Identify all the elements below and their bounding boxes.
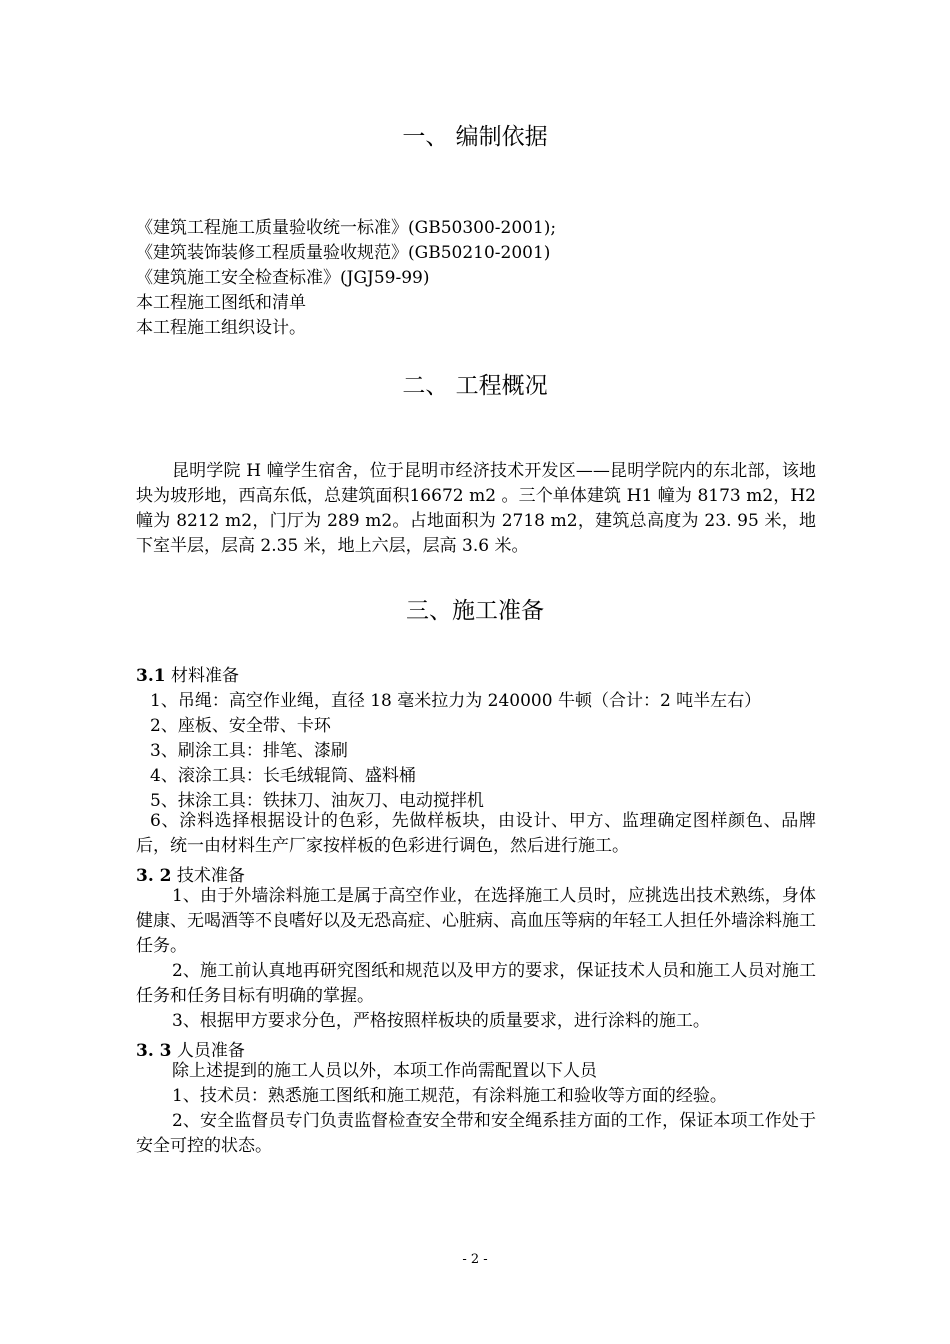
subsection-number: 3.1 [136,666,166,686]
subsection-3-2-heading [136,861,245,886]
page-number: - 2 - [462,1252,488,1267]
section-3-title: 三、施工准备 [406,598,544,624]
material-item: 1、吊绳：高空作业绳，直径 18 毫米拉力为 240000 牛顿（合计：2 吨半左右） [150,691,762,711]
subsection-3-1-heading [136,661,239,686]
personnel-prep-paragraph: 1、技术员：熟悉施工图纸和施工规范，有涂料施工和验收等方面的经验。 [172,1086,727,1106]
reference-item: 本工程施工组织设计。 [136,318,306,338]
subsection-3-3-heading [136,1036,245,1061]
subsection-label: 技术准备 [171,866,245,886]
reference-item: 本工程施工图纸和清单 [136,293,306,313]
personnel-prep-paragraph: 除上述提到的施工人员以外，本项工作尚需配置以下人员 [172,1061,597,1081]
technical-prep-paragraph: 2、施工前认真地再研究图纸和规范以及甲方的要求，保证技术人员和施工人员对施工任务和任务目标有明确的掌握。 [136,961,816,1006]
material-item: 4、滚涂工具：长毛绒辊筒、盛料桶 [150,766,416,786]
subsection-number: 3. 3 [136,1041,172,1061]
material-item-6: 6、涂料选择根据设计的色彩，先做样板块，由设计、甲方、监理确定图样颜色、品牌后，统一由材料生产厂家按样板的色彩进行调色，然后进行施工。 [136,811,816,856]
technical-prep-paragraph: 1、由于外墙涂料施工是属于高空作业，在选择施工人员时，应挑选出技术熟练，身体健康、无喝酒等不良嗜好以及无恐高症、心脏病、高血压等病的年轻工人担任外墙涂料施工任务。 [136,886,816,956]
personnel-prep-paragraph: 2、安全监督员专门负责监督检查安全带和安全绳系挂方面的工作，保证本项工作处于安全可控的状态。 [136,1111,816,1156]
project-overview-paragraph: 昆明学院 H 幢学生宿舍，位于昆明市经济技术开发区——昆明学院内的东北部，该地块为坡形地，西高东低，总建筑面积16672 m2 。三个单体建筑 H1 幢为 8173 m2，H2 幢为 8212 m2，门厅为 289 m2。占地面积为 2718 m2，建筑总高度为 23. 95 米，地下室半层，层高 2.35 米，地上六层，层高 3.6 米。 [136,461,816,556]
material-item: 2、座板、安全带、卡环 [150,716,331,736]
technical-prep-paragraph: 3、根据甲方要求分色，严格按照样板块的质量要求，进行涂料的施工。 [172,1011,710,1031]
subsection-number: 3. 2 [136,866,172,886]
material-item: 3、刷涂工具：排笔、漆刷 [150,741,348,761]
material-item: 5、抹涂工具：铁抹刀、油灰刀、电动搅拌机 [150,791,484,811]
reference-item: 《建筑工程施工质量验收统一标准》(GB50300-2001); [136,218,557,238]
section-2-title: 二、 工程概况 [402,373,548,399]
subsection-label: 材料准备 [165,666,239,686]
section-1-title: 一、 编制依据 [402,124,548,150]
reference-item: 《建筑装饰装修工程质量验收规范》(GB50210-2001) [136,243,551,263]
reference-item: 《建筑施工安全检查标准》(JGJ59-99) [136,268,430,288]
subsection-label: 人员准备 [171,1041,245,1061]
